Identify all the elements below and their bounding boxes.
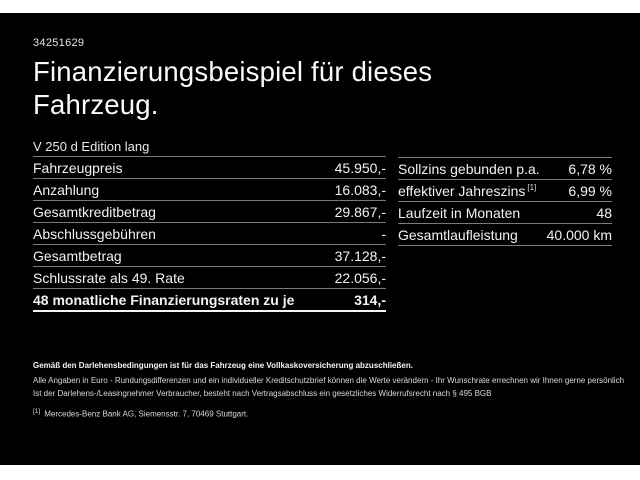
row-label: Gesamtkreditbetrag: [33, 203, 156, 220]
table-row-anzahlung: [33, 179, 386, 201]
table-row-gesamtbetrag: [33, 245, 386, 267]
table-row-gesamtkreditbetrag: [33, 201, 386, 223]
footnote-text: Mercedes-Benz Bank AG, Siemensstr. 7, 70469 Stuttgart.: [44, 409, 249, 419]
row-value: 314,-: [354, 291, 386, 308]
row-label: effektiver Jahreszins: [398, 182, 526, 199]
listing-ref-number: 34251629: [33, 37, 85, 49]
conditions-table: [398, 157, 612, 312]
row-value: 22.056,-: [334, 269, 386, 286]
footer-disclaimers: [33, 361, 623, 419]
disclaimer-line-1: Alle Angaben in Euro - Rundungsdifferenzen und ein individueller Kreditschutzbrief können die Werte verändern - Ihr Wunschrate errechnen wir Ihnen gerne persönlich: [33, 376, 625, 385]
table-row-gesamtlaufleistung: [398, 224, 612, 246]
finance-table: [33, 136, 386, 312]
monthly-rate-total-row: [33, 289, 386, 312]
row-label: Laufzeit in Monaten: [398, 204, 521, 221]
row-value: 37.128,-: [334, 247, 386, 264]
row-label: Abschlussgebühren: [33, 225, 156, 242]
row-label: Gesamtlaufleistung: [398, 226, 518, 243]
table-row-fahrzeugpreis: [33, 157, 386, 179]
row-value: 29.867,-: [334, 203, 386, 220]
table-row-abschlussgebuehren: [33, 223, 386, 245]
table-row-effektiver-jahreszins: [398, 180, 612, 202]
row-label: Fahrzeugpreis: [33, 159, 123, 176]
table-row-laufzeit: [398, 202, 612, 224]
financing-example-panel: [0, 13, 640, 465]
row-value: 40.000 km: [546, 226, 612, 243]
row-label: Schlussrate als 49. Rate: [33, 269, 185, 286]
row-label: Sollzins gebunden p.a.: [398, 160, 540, 177]
row-value: 16.083,-: [334, 181, 386, 198]
table-row-sollzins: [398, 158, 612, 180]
table-row-schlussrate: [33, 267, 386, 289]
footnote-ref: [1]: [527, 182, 537, 192]
vehicle-model: V 250 d Edition lang: [33, 136, 386, 157]
row-label: Gesamtbetrag: [33, 247, 122, 264]
page-title: [33, 55, 432, 121]
row-value: 45.950,-: [334, 159, 386, 176]
financing-tables: [33, 136, 612, 312]
row-value: 48: [596, 204, 612, 221]
page-title-line-1: Finanzierungsbeispiel für dieses: [33, 56, 433, 87]
row-label: 48 monatliche Finanzierungsraten zu je: [33, 291, 295, 308]
row-value: 6,99 %: [568, 182, 612, 199]
page-title-line-2: Fahrzeug.: [33, 89, 159, 120]
disclaimer-line-2: Ist der Darlehens-/Leasingnehmer Verbraucher, besteht nach Vertragsabschluss ein gesetzliches Widerrufsrecht nach § 495 BGB: [33, 389, 492, 398]
insurance-note: Gemäß den Darlehensbedingungen ist für das Fahrzeug eine Vollkaskoversicherung abzuschließen.: [33, 361, 413, 370]
footnote: [33, 408, 623, 419]
row-value: 6,78 %: [568, 160, 612, 177]
footnote-marker: [1]: [33, 408, 41, 415]
row-label: Anzahlung: [33, 181, 100, 198]
row-value: -: [381, 225, 386, 242]
